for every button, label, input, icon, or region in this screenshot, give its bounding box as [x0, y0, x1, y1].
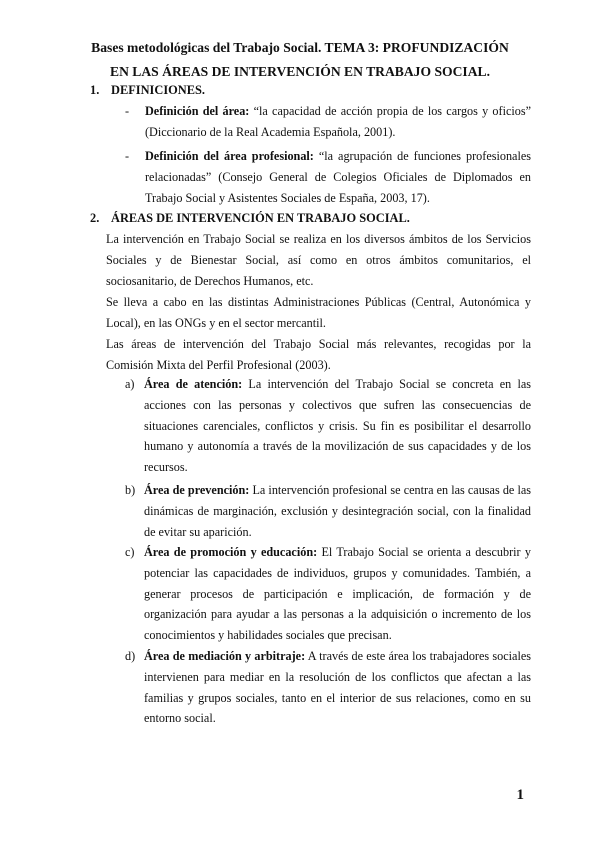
- paragraph-areas-intro: Las áreas de intervención del Trabajo Social más relevantes, recogidas por la Comisión Mixta del Perfil Profesional (2003).: [106, 337, 531, 372]
- item-letter: a): [125, 377, 135, 391]
- definition-area-text: “la capacidad de acción propia de los cargos y oficios” (Diccionario de la Real Academia Española, 2001).: [145, 104, 531, 139]
- section-1-number: 1.: [90, 83, 100, 97]
- section-2-title: ÁREAS DE INTERVENCIÓN EN TRABAJO SOCIAL.: [111, 211, 410, 225]
- area-item-term: Área de atención:: [144, 377, 243, 391]
- document-title: [60, 36, 540, 84]
- title-line-2: EN LAS ÁREAS DE INTERVENCIÓN EN TRABAJO SOCIAL.: [110, 64, 490, 79]
- paragraph-administrations: Se lleva a cabo en las distintas Administraciones Públicas (Central, Autonómica y Local), en las ONGs y en el sector mercantil.: [106, 295, 531, 330]
- area-item-term: Área de promoción y educación:: [144, 545, 318, 559]
- item-letter: c): [125, 545, 135, 559]
- paragraph-scope: La intervención en Trabajo Social se realiza en los diversos ámbitos de los Servicios Sociales y de Bienestar Social, así como en otros ámbitos comunitarios, el sociosanitario, de Derechos Humanos, etc.: [106, 232, 531, 288]
- section-1-heading: [90, 80, 205, 101]
- area-item-term: Área de mediación y arbitraje:: [144, 649, 306, 663]
- item-letter: b): [125, 483, 136, 497]
- area-item-mediation: [125, 646, 531, 729]
- area-item-text: La intervención del Trabajo Social se concreta en las acciones con las personas y colectivos que sufren las consecuencias de situaciones carenciales, conflictos y crisis. Su fin es posibilitar el desarrollo humano y autonomía a través de la movilización de sus capacidades y de los recursos.: [144, 377, 531, 475]
- title-line-1: Bases metodológicas del Trabajo Social. TEMA 3: PROFUNDIZACIÓN: [91, 40, 509, 55]
- definition-area: [125, 101, 531, 143]
- list-dash: -: [125, 104, 130, 118]
- area-item-text: El Trabajo Social se orienta a descubrir y potenciar las capacidades de individuos, grupos y comunidades. También, a generar procesos de participación e implicación, de formación y de organización para ayudar a las personas a la adquisición o incremento de los conocimientos y habilidades sociales que precisan.: [144, 545, 531, 643]
- definition-professional-area: [125, 146, 531, 208]
- definition-professional-area-term: Definición del área profesional:: [145, 149, 314, 163]
- section-2-heading: [90, 208, 410, 229]
- area-item-term: Área de prevención:: [144, 483, 250, 497]
- area-item-text: La intervención profesional se centra en las causas de las dinámicas de marginación, exclusión y desintegración social, con la finalidad de evitar su aparición.: [144, 483, 531, 539]
- area-item-promotion-education: [125, 542, 531, 646]
- item-letter: d): [125, 649, 136, 663]
- definition-area-term: Definición del área:: [145, 104, 250, 118]
- page-number: 1: [516, 787, 524, 803]
- section-1-title: DEFINICIONES.: [111, 83, 205, 97]
- area-item-prevention: [125, 480, 531, 542]
- definition-professional-area-text: “la agrupación de funciones profesionales relacionadas” (Consejo General de Colegios Oficiales de Diplomados en Trabajo Social y Asistentes Sociales de España, 2003, 17).: [145, 149, 531, 205]
- section-2-number: 2.: [90, 211, 100, 225]
- area-item-attention: [125, 374, 531, 478]
- area-item-text: A través de este área los trabajadores sociales intervienen para mediar en la resolución de los conflictos que afectan a las familias y grupos sociales, tanto en el interior de sus relaciones, como en su entorno social.: [144, 649, 531, 726]
- list-dash: -: [125, 149, 130, 163]
